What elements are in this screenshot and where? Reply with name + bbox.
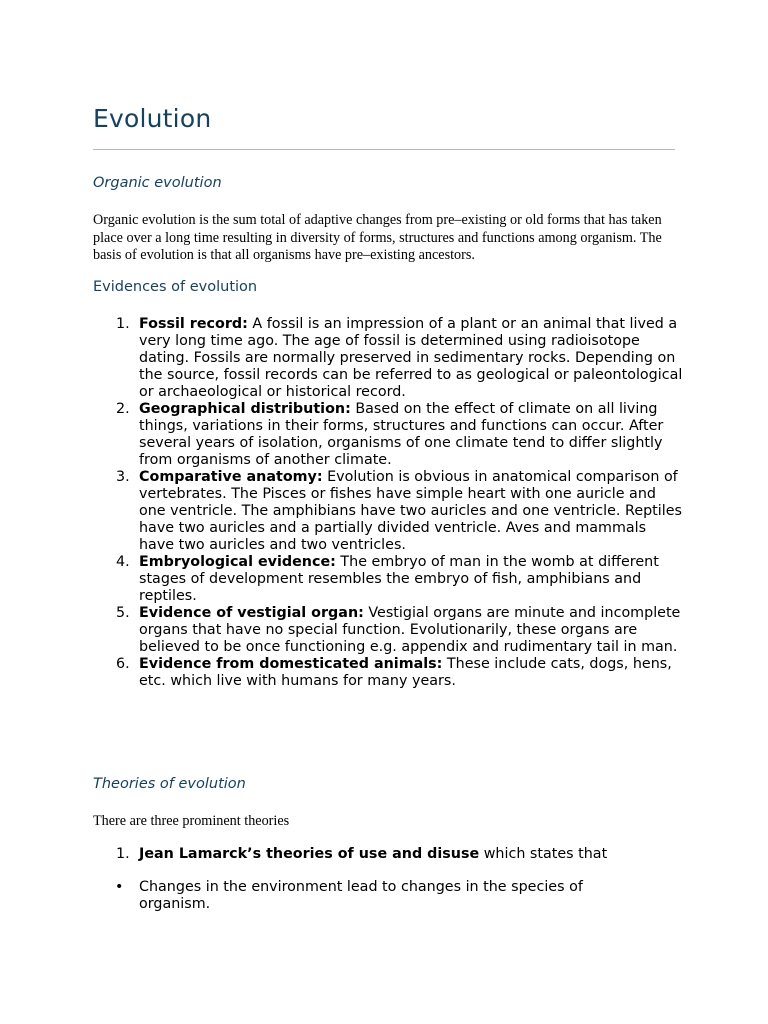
list-item-lead: Comparative anatomy: xyxy=(139,469,323,485)
list-item xyxy=(93,401,683,469)
list-item-text: Vestigial organs are minute and incomplete organs that have no special function. Evolutionarily, these organs are believed to be once functioning e.g. appendix and rudimentary tail in man. xyxy=(139,605,681,655)
list-item xyxy=(93,605,683,656)
list-number: 5. xyxy=(116,605,130,621)
evidences-list xyxy=(93,316,683,690)
list-item-lead: Jean Lamarck’s theories of use and disuse xyxy=(139,846,480,862)
list-number: 1. xyxy=(116,316,130,332)
list-item xyxy=(93,554,683,605)
list-item-text: which states that xyxy=(479,846,608,862)
list-item-lead: Evidence of vestigial organ: xyxy=(139,605,364,621)
list-item-lead: Geographical distribution: xyxy=(139,401,351,417)
list-number: 3. xyxy=(116,469,130,485)
lamarck-bullets xyxy=(93,879,653,913)
list-item xyxy=(93,879,653,913)
list-number: 2. xyxy=(116,401,130,417)
list-item xyxy=(93,469,683,554)
organic-evolution-heading: Organic evolution xyxy=(93,175,222,191)
page-title: Evolution xyxy=(93,104,212,133)
theories-intro: There are three prominent theories xyxy=(93,813,290,829)
list-item xyxy=(93,316,683,401)
list-item xyxy=(93,656,683,690)
list-item-text: These include cats, dogs, hens, etc. which live with humans for many years. xyxy=(139,656,672,689)
list-item-text: A fossil is an impression of a plant or an animal that lived a very long time ago. The age of fossil is determined using radioisotope dating. Fossils are normally preserved in sedimentary rocks. Depending on the source, fossil records can be referred to as geological or paleontological or archaeological or historical record. xyxy=(139,316,683,400)
title-divider xyxy=(93,149,675,150)
list-item-text: Based on the effect of climate on all living things, variations in their forms, structures and functions can occur. After several years of isolation, organisms of one climate tend to differ slightly from organisms of another climate. xyxy=(139,401,664,468)
list-item-text: Evolution is obvious in anatomical comparison of vertebrates. The Pisces or fishes have simple heart with one auricle and one ventricle. The amphibians have two auricles and one ventricle. Reptiles have two auricles and a partially divided ventricle. Aves and mammals have two auricles and two ventricles. xyxy=(139,469,682,553)
list-number: 1. xyxy=(116,846,130,862)
list-number: 6. xyxy=(116,656,130,672)
list-item xyxy=(93,846,683,863)
list-item-text: The embryo of man in the womb at different stages of development resembles the embryo of fish, amphibians and reptiles. xyxy=(139,554,659,604)
organic-evolution-paragraph: Organic evolution is the sum total of adaptive changes from pre–existing or old forms that has taken place over a long time resulting in diversity of forms, structures and functions among organism. The basis of evolution is that all organisms have pre–existing ancestors. xyxy=(93,212,662,263)
theories-heading: Theories of evolution xyxy=(93,776,246,792)
evidences-heading: Evidences of evolution xyxy=(93,279,258,295)
list-item-lead: Evidence from domesticated animals: xyxy=(139,656,443,672)
list-item-text: Changes in the environment lead to changes in the species of organism. xyxy=(139,879,583,912)
theories-list xyxy=(93,846,683,863)
list-item-lead: Fossil record: xyxy=(139,316,248,332)
list-number: 4. xyxy=(116,554,130,570)
bullet-icon: • xyxy=(115,879,124,895)
list-item-lead: Embryological evidence: xyxy=(139,554,336,570)
